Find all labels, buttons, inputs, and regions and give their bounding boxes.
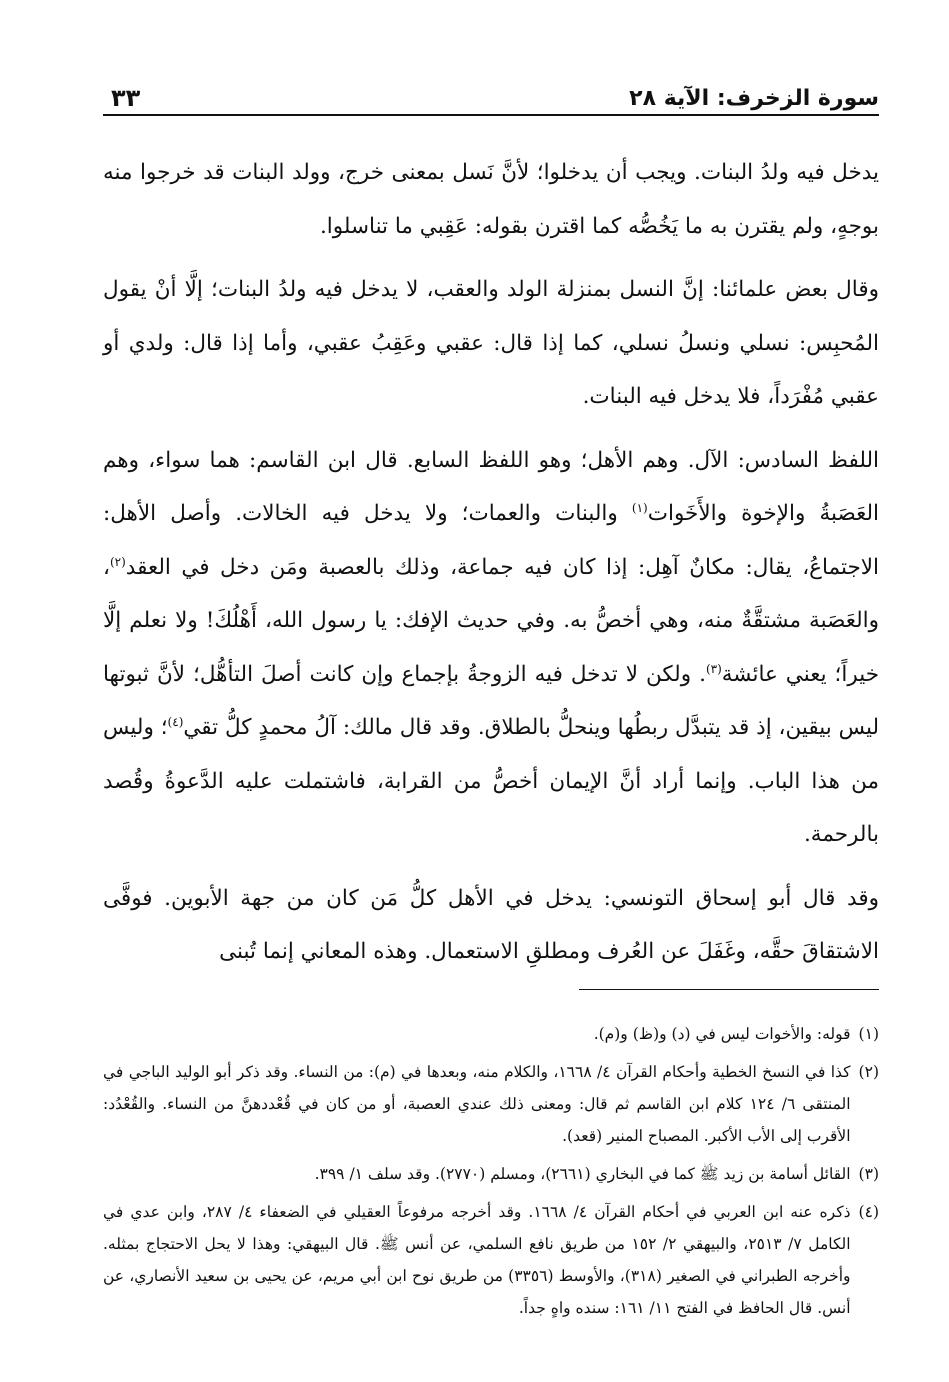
paragraph [103,872,879,979]
footnote-text: قوله: والأخوات ليس في (د) و(ظ) و(م). [593,1024,851,1043]
footnote-reference: (٢) [109,554,126,569]
footnote-text: ذكره عنه ابن العربي في أحكام القرآن ٤/ ١٦٦٨. وقد أخرجه مرفوعاً العقيلي في الضعفاء ٤/ ٢٨٧، وابن عدي في الكامل ٧/ ٢٥١٣، والبيهقي ٢/ ١٥٢ من طريق نافع السلمي، عن أنس ﷺ. قال البيهقي: وهذا لا يحل الاحتجاج بمثله. وأخرجه الطبراني في الصغير (٣١٨)، والأوسط (٣٣٥٦) من طريق نوح ابن أبي مريم، عن يحيى بن سعيد الأنصاري، عن أنس. قال الحافظ في الفتح ١١/ ١٦١: سنده واهٍ جداً. [103,1202,851,1317]
running-header [103,78,879,116]
paragraph-text: . ولكن لا تدخل فيه الزوجةُ بإجماع وإن كانت أصلَ التأهُّل؛ لأنَّ ثبوتها ليس بيقين، إذ قد يتبدَّل ربطُها وينحلُّ بالطلاق. وقد قال مالك: آلُ محمدٍ كلُّ تقي [103,661,880,740]
page-number: ٣٣ [111,84,141,112]
footnote-number: (١) [858,1024,879,1043]
footnote-reference: (١) [631,500,648,515]
paragraph-text: وقال بعض علمائنا: إنَّ النسل بمنزلة الولد والعقب، لا يدخل فيه ولدُ البنات؛ إلَّا أنْ يقول المُحبِس: نسلي ونسلُ نسلي، كما إذا قال: عقبي وعَقِبُ عقبي، وأما إذا قال: ولدي أو عقبي مُفْرَداً، فلا يدخل فيه البنات. [103,277,879,409]
paragraph-text: ، والعَصَبة مشتقَّةٌ منه، وهي أخصُّ به. وفي حديث الإفك: يا رسول الله، أَهْلُكَ! ولا نعلم إلَّا خيراً؛ يعني عائشة [103,554,879,687]
footnote-text: كذا في النسخ الخطية وأحكام القرآن ٤/ ١٦٦٨، والكلام منه، وبعدها في (م): من النساء. وقد ذكر أبو الوليد الباجي في المنتقى ٦/ ١٢٤ كلام ابن القاسم ثم قال: ومعنى ذلك عندي العصبة، أو من كان في قُعْددهنَّ من النساء. والقُعْدُد: الأقرب إلى الأب الأكبر. المصباح المنير (قعد). [103,1062,851,1145]
footnote [103,1056,879,1152]
footnote [103,1196,879,1324]
surah-title: سورة الزخرف: الآية ٢٨ [629,86,879,111]
paragraph [103,434,879,862]
paragraph-text: ؛ وليس من هذا الباب. وإنما أراد أنَّ الإيمان أخصُّ من القرابة، فاشتملت عليه الدَّعوةُ وقُصد بالرحمة. [103,715,879,847]
footnote-number: (٤) [858,1202,879,1221]
footnote-number: (٣) [858,1164,879,1183]
footnote-reference: (٤) [167,714,184,729]
footnote [103,1158,879,1190]
footnote-number: (٢) [858,1062,879,1081]
footnote-text: القائل أسامة بن زيد ﷺ كما في البخاري (٢٦٦١)، ومسلم (٢٧٧٠). وقد سلف ١/ ٣٩٩. [314,1164,851,1183]
main-text [103,146,879,979]
footnote-reference: (٣) [705,661,722,676]
paragraph-text: والبنات والعمات؛ ولا يدخل فيه الخالات. وأصل الأهل: الاجتماعُ، يقال: مكانٌ آهِل: إذا كان فيه جماعة، وذلك بالعصبة ومَن دخل في العقد [103,501,879,580]
paragraph [103,146,879,253]
paragraph-text: اللفظ السادس: الآل. وهم الأهل؛ وهو اللفظ السابع. قال ابن القاسم: هما سواء، وهم العَصَبةُ والإخوة والأَخَوات [103,447,880,526]
paragraph-text: يدخل فيه ولدُ البنات. ويجب أن يدخلوا؛ لأنَّ نَسل بمعنى خرج، وولد البنات قد خرجوا منه بوجهٍ، ولم يقترن به ما يَخُصُّه كما اقترن بقوله: عَقِبي ما تناسلوا. [103,160,879,239]
paragraph [103,263,879,424]
paragraph-text: وقد قال أبو إسحاق التونسي: يدخل في الأهل كلُّ مَن كان من جهة الأبوين. فوفَّى الاشتقاقَ حقَّه، وغَفَلَ عن العُرف ومطلقِ الاستعمال. وهذه المعاني إنما تُبنى [103,885,879,964]
footnotes [103,1018,879,1324]
footnote [103,1018,879,1050]
footnote-separator [579,989,879,990]
book-page [103,78,879,1358]
